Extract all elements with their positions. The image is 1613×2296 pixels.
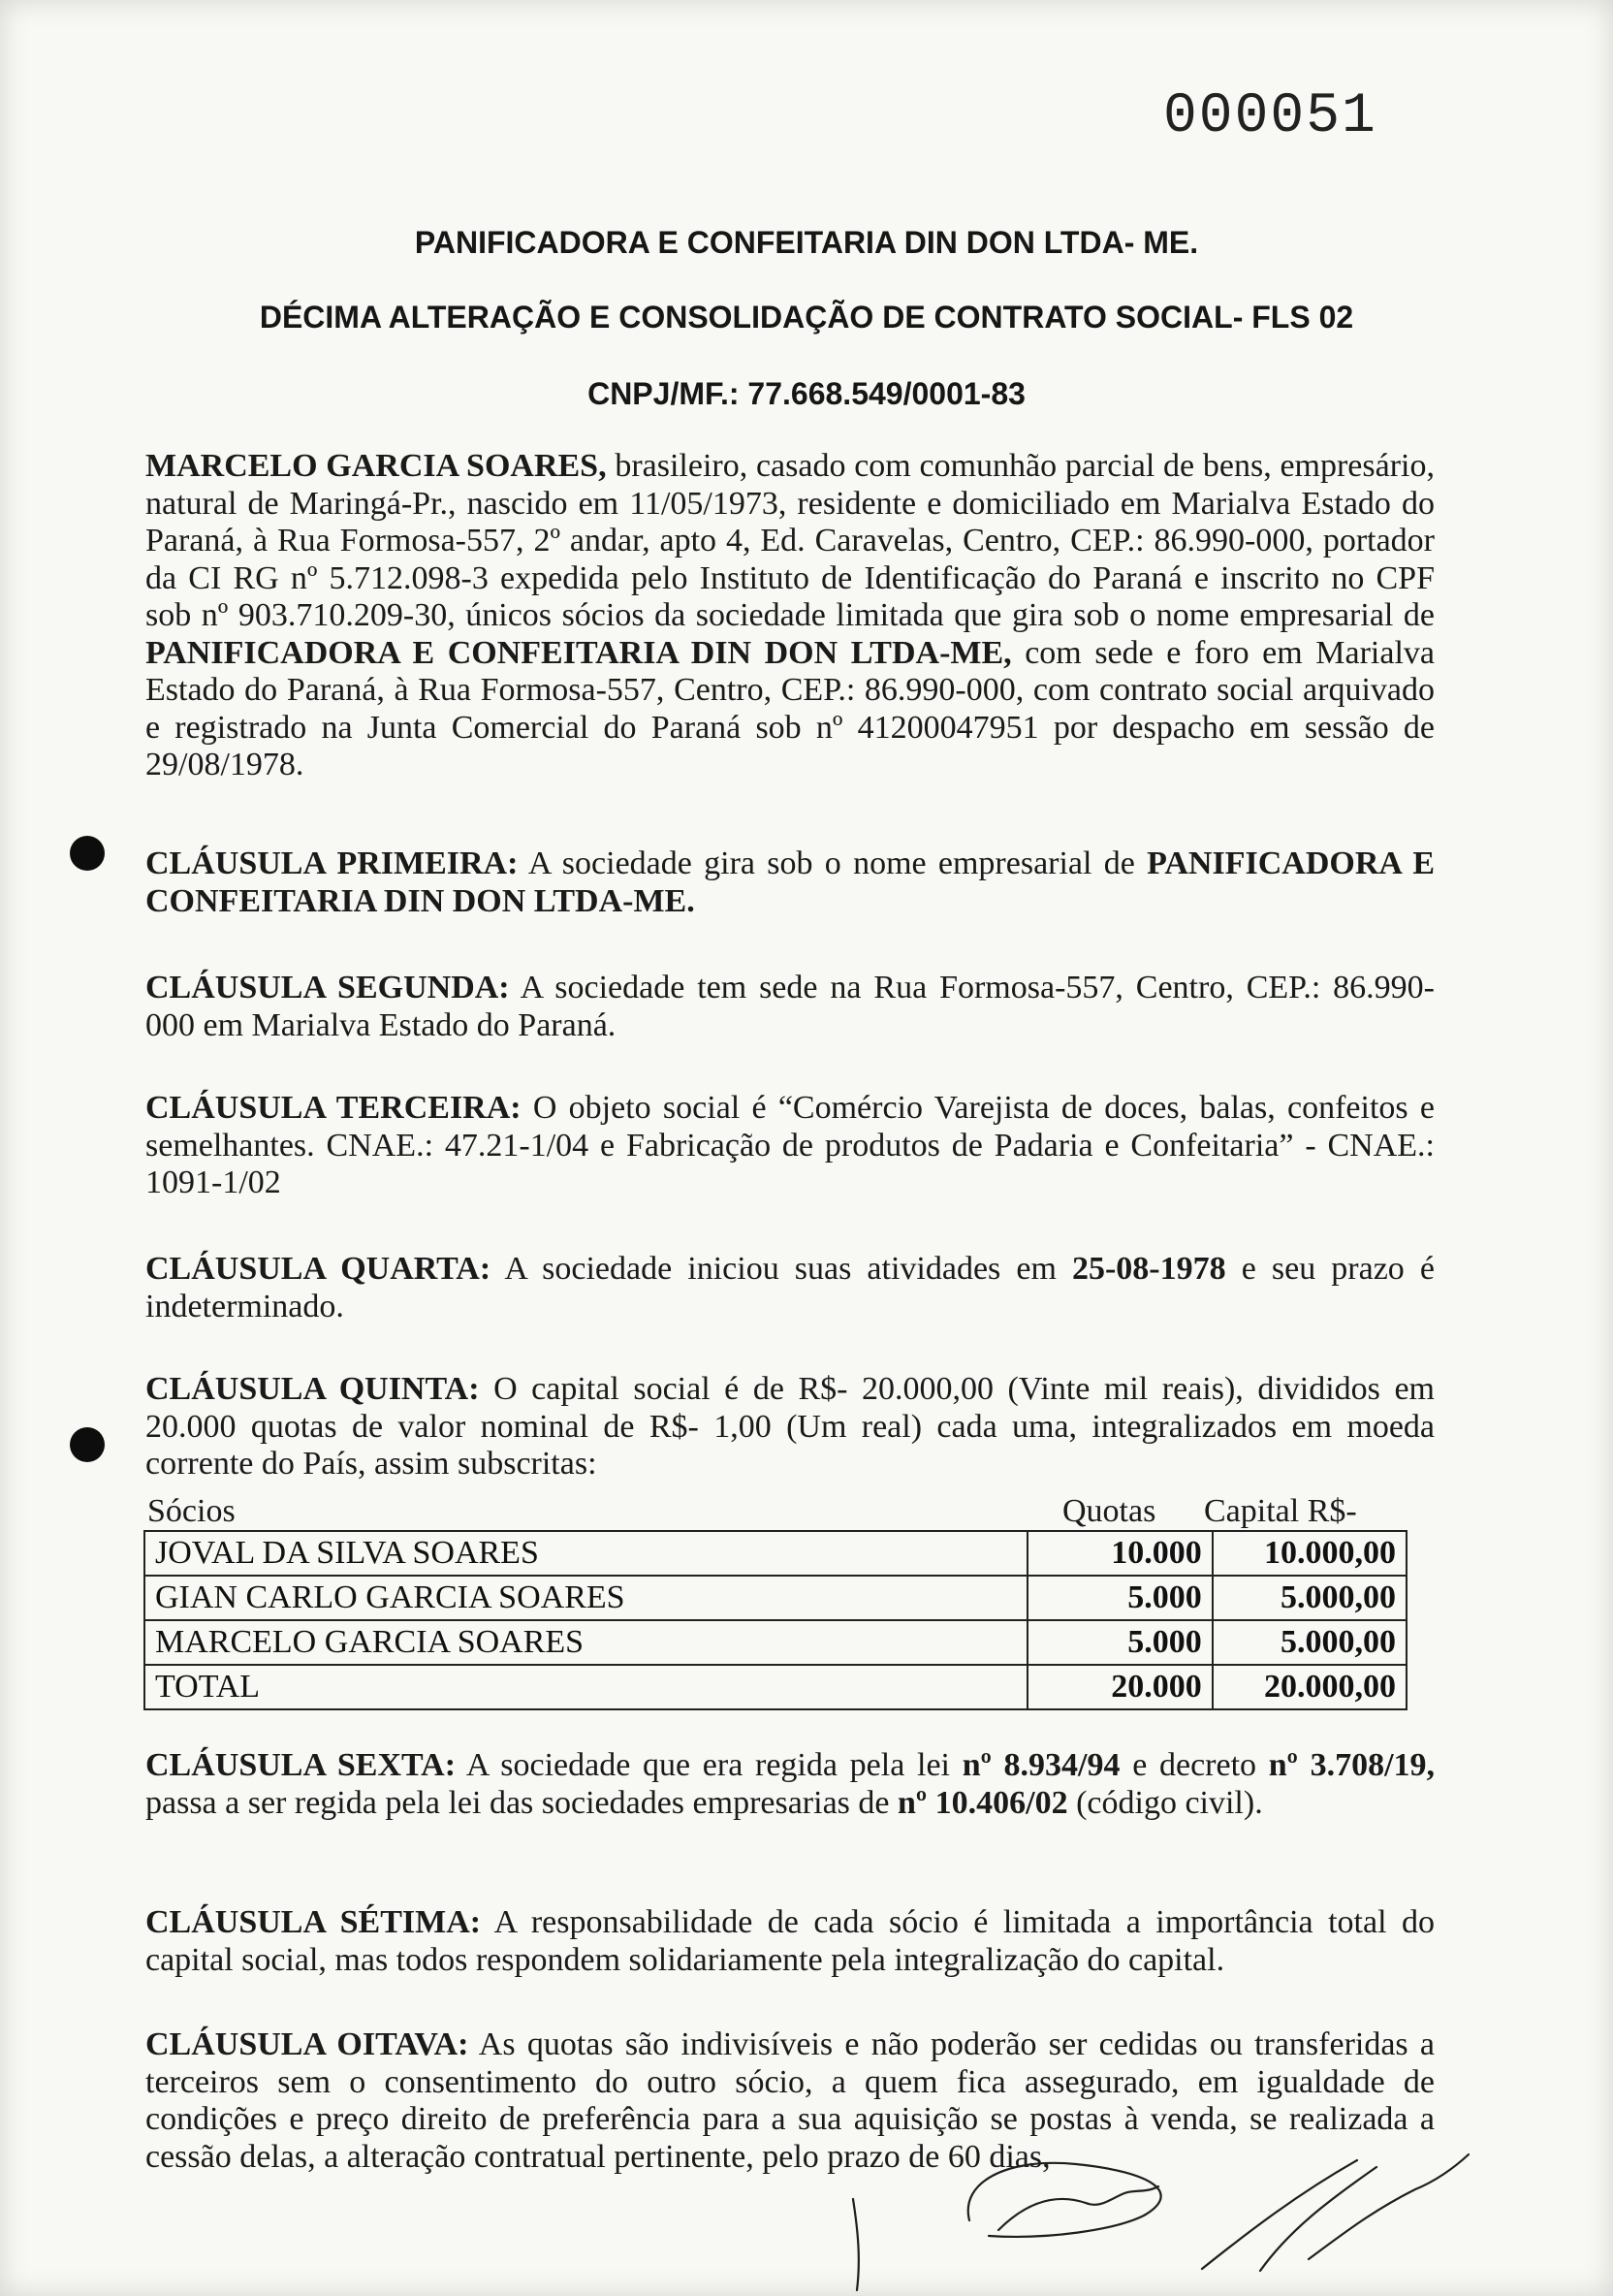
quotas-cell: 10.000	[1028, 1531, 1213, 1576]
document-title: DÉCIMA ALTERAÇÃO E CONSOLIDAÇÃO DE CONTRATO SOCIAL- FLS 02	[259, 300, 1354, 335]
partner-name-cell: MARCELO GARCIA SOARES	[144, 1620, 1028, 1665]
clause-text: O objeto social é “Comércio Varejista de doces, balas, confeitos e semelhantes. CNAE.: 47.21-1/04 e Fabricação de produtos de Padaria e Confeitaria” - CNAE.: 1091-1/02	[145, 1090, 1435, 1200]
clause-text: O capital social é de R$- 20.000,00 (Vinte mil reais), divididos em 20.000 quotas de valor nominal de R$- 1,00 (Um real) cada uma, integralizados em moeda corrente do País, assim subscritas:	[145, 1371, 1435, 1482]
quotas-column-header: Quotas	[1062, 1493, 1156, 1529]
start-date: 25-08-1978	[1071, 1251, 1226, 1287]
civil-code-number: nº 10.406/02	[898, 1784, 1068, 1821]
cnpj-line: CNPJ/MF.: 77.668.549/0001-83	[587, 376, 1026, 411]
clause-text: A sociedade que era regida pela lei	[456, 1747, 963, 1783]
signature-stroke	[1202, 2160, 1357, 2269]
clause-text: passa a ser regida pela lei das sociedades empresarias de	[145, 1784, 898, 1821]
capital-cell: 5.000,00	[1213, 1620, 1407, 1665]
clause-heading: CLÁUSULA OITAVA:	[145, 2026, 469, 2062]
signature-stroke	[853, 2199, 859, 2290]
total-capital-cell: 20.000,00	[1213, 1665, 1407, 1709]
partner-name: MARCELO GARCIA SOARES,	[145, 448, 607, 484]
clause-text: As quotas são indivisíveis e não poderão ser cedidas ou transferidas a terceiros sem o consentimento do outro sócio, a quem fica assegurado, em igualdade de condições e preço direito de preferência para a sua aquisição se postas à venda, se realizada a cessão delas, a alteração contratual pertinente, pelo prazo de 60 dias,	[145, 2026, 1435, 2175]
clause-heading: CLÁUSULA SEXTA:	[145, 1747, 457, 1783]
capital-cell: 5.000,00	[1213, 1576, 1407, 1620]
intro-text-b: com sede e foro em Marialva Estado do Paraná, à Rua Formosa-557, Centro, CEP.: 86.990-000, com contrato social arquivado e registrado na Junta Comercial do Paraná sob nº 41200047951 por despacho em sessão de 29/08/1978.	[145, 634, 1435, 782]
decree-number: nº 3.708/19,	[1268, 1747, 1436, 1783]
total-quotas-cell: 20.000	[1028, 1665, 1213, 1709]
page-number-stamp: 000051	[1163, 85, 1377, 148]
clause-heading: CLÁUSULA QUINTA:	[145, 1371, 480, 1407]
partner-name-cell: GIAN CARLO GARCIA SOARES	[144, 1576, 1028, 1620]
company-header: PANIFICADORA E CONFEITARIA DIN DON LTDA- ME.	[414, 225, 1199, 260]
clause-text: A sociedade gira sob o nome empresarial de	[518, 845, 1148, 881]
company-name: PANIFICADORA E CONFEITARIA DIN DON LTDA-ME,	[145, 634, 1012, 671]
clause-text: A sociedade tem sede na Rua Formosa-557, Centro, CEP.: 86.990-000 em Marialva Estado do Paraná.	[145, 970, 1435, 1043]
clause-heading: CLÁUSULA QUARTA:	[145, 1251, 491, 1287]
total-label-cell: TOTAL	[144, 1665, 1028, 1709]
clause-text: e seu prazo é indeterminado.	[145, 1251, 1435, 1324]
clause-heading: CLÁUSULA SÉTIMA:	[145, 1904, 482, 1940]
clause-heading: CLÁUSULA SEGUNDA:	[145, 970, 510, 1005]
quotas-cell: 5.000	[1028, 1620, 1213, 1665]
clause-text: (código civil).	[1067, 1784, 1263, 1821]
intro-text-a: brasileiro, casado com comunhão parcial de bens, empresário, natural de Maringá-Pr., nascido em 11/05/1973, residente e domiciliado em Marialva Estado do Paraná, à Rua Formosa-557, 2º andar, apto 4, Ed. Caravelas, Centro, CEP.: 86.990-000, portador da CI RG nº 5.712.098-3 expedida pelo Instituto de Identificação do Paraná e inscrito no CPF sob nº 903.710.209-30, únicos sócios da sociedade limitada que gira sob o nome empresarial de	[145, 448, 1435, 633]
clause-heading: CLÁUSULA PRIMEIRA:	[145, 845, 519, 881]
clause-text: e decreto	[1120, 1747, 1269, 1783]
capital-column-header: Capital R$-	[1204, 1493, 1357, 1529]
signature-stroke	[998, 2186, 1158, 2230]
partner-name-cell: JOVAL DA SILVA SOARES	[144, 1531, 1028, 1576]
clause-bold-text: PANIFICADORA E CONFEITARIA DIN DON LTDA-ME.	[145, 845, 1436, 919]
capital-cell: 10.000,00	[1213, 1531, 1407, 1576]
clause-heading: CLÁUSULA TERCEIRA:	[145, 1090, 522, 1126]
law-number: nº 8.934/94	[962, 1747, 1121, 1783]
partners-label: Sócios	[147, 1493, 236, 1529]
signature-stroke	[1309, 2154, 1469, 2259]
clause-text: A sociedade iniciou suas atividades em	[490, 1251, 1072, 1287]
clause-text: A responsabilidade de cada sócio é limitada a importância total do capital social, mas todos respondem solidariamente pela integralização do capital.	[145, 1904, 1436, 1978]
quotas-cell: 5.000	[1028, 1576, 1213, 1620]
